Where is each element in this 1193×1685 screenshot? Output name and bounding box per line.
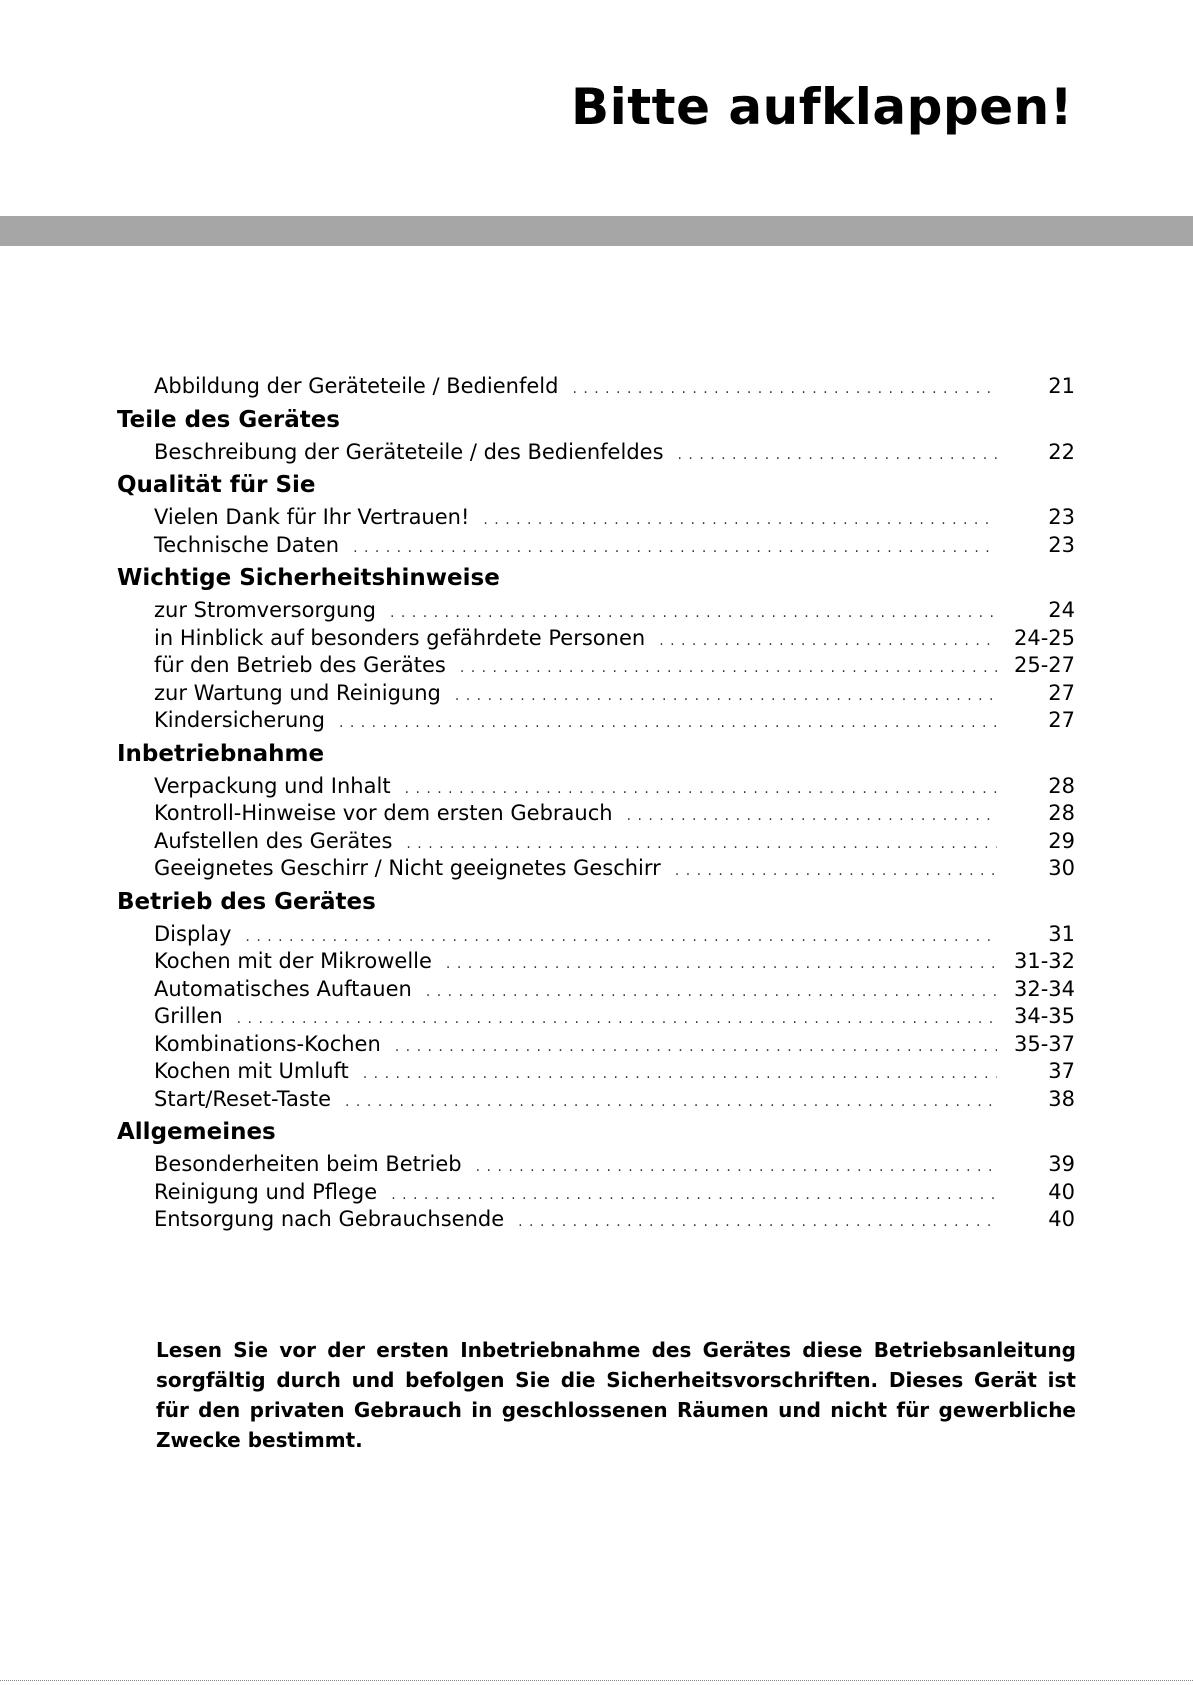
page-title: Bitte aufklappen!	[571, 78, 1073, 136]
toc-entry-page: 39	[1048, 1152, 1075, 1176]
toc-entry-label: Display	[154, 921, 232, 946]
header-band	[0, 216, 1193, 246]
toc-dot-leader	[237, 1006, 997, 1034]
toc-entry	[154, 921, 1075, 949]
usage-notice: Lesen Sie vor der ersten Inbetriebnahme des Gerätes diese Betriebsanleitung sorgfältig durch und befolgen Sie die Sicherheitsvorschriften. Dieses Gerät ist für den privaten Gebrauch in geschlossenen Räumen und nicht für gewerbliche Zwecke bestimmt.	[156, 1338, 1076, 1452]
toc-entry-page: 25-27	[1013, 653, 1075, 677]
toc-entry-page: 23	[1048, 505, 1075, 529]
toc-entry-label: Verpackung und Inhalt	[154, 773, 391, 798]
toc-entry-page: 37	[1048, 1059, 1075, 1083]
toc-entry-page: 40	[1048, 1179, 1075, 1204]
toc-dot-leader	[675, 858, 997, 886]
toc-entry-page: 40	[1048, 1207, 1075, 1231]
toc-section-heading: Allgemeines	[117, 1119, 276, 1145]
toc-entry-page: 23	[1048, 532, 1075, 557]
toc-entry	[154, 707, 1075, 735]
toc-entry-label: Technische Daten	[154, 532, 340, 557]
toc-dot-leader	[363, 1061, 997, 1089]
toc-dot-leader	[245, 924, 997, 952]
toc-entry-label: Kontroll-Hinweise vor dem ersten Gebrauch	[154, 801, 613, 825]
toc-entry-label: Besonderheiten beim Betrieb	[154, 1152, 462, 1176]
toc-entry-page: 22	[1048, 439, 1075, 464]
toc-entry	[154, 625, 1075, 653]
toc-entry-page: 30	[1048, 856, 1075, 880]
toc-entry-page: 35-37	[1013, 1031, 1075, 1056]
toc-entry-label: Kochen mit Umluft	[154, 1059, 349, 1083]
toc-entry-page: 24-25	[1013, 625, 1075, 650]
toc-dot-leader	[345, 1089, 997, 1117]
toc-entry	[154, 1206, 1075, 1234]
toc-section-heading: Betrieb des Gerätes	[117, 888, 376, 915]
toc-entry	[154, 1151, 1075, 1179]
toc-entry-page: 21	[1048, 374, 1075, 398]
toc-entry-page: 31-32	[1013, 949, 1075, 973]
toc-dot-leader	[483, 507, 997, 535]
toc-entry-page: 27	[1048, 680, 1075, 705]
toc-entry	[154, 800, 1075, 828]
toc-dot-leader	[353, 535, 997, 563]
toc-dot-leader	[426, 979, 997, 1007]
toc-entry-label: Kochen mit der Mikrowelle	[154, 949, 432, 973]
toc-dot-leader	[391, 1182, 997, 1210]
toc-entry-label: Aufstellen des Gerätes	[154, 828, 393, 853]
toc-dot-leader	[405, 776, 997, 804]
toc-dot-leader	[627, 803, 997, 831]
toc-entry-page: 27	[1048, 708, 1075, 732]
bottom-dotted-rule	[0, 1680, 1193, 1681]
toc-dot-leader	[678, 442, 997, 470]
toc-entry-page: 28	[1048, 773, 1075, 798]
toc-entry-label: Grillen	[154, 1004, 223, 1028]
toc-entry-page: 24	[1048, 598, 1075, 622]
toc-dot-leader	[395, 1034, 997, 1062]
toc-entry-label: Kombinations-Kochen	[154, 1031, 381, 1056]
toc-dot-leader	[518, 1209, 997, 1237]
table-of-contents	[117, 373, 1075, 1234]
toc-entry-label: Vielen Dank für Ihr Vertrauen!	[154, 505, 470, 529]
toc-dot-leader	[406, 831, 997, 859]
toc-entry-label: Entsorgung nach Gebrauchsende	[154, 1207, 505, 1231]
toc-entry-page: 28	[1048, 801, 1075, 825]
toc-entry-label: Automatisches Auftauen	[154, 976, 412, 1001]
toc-entry	[154, 1086, 1075, 1114]
toc-entry-page: 32-34	[1013, 976, 1075, 1001]
toc-entry-page: 34-35	[1013, 1004, 1075, 1028]
toc-section-heading: Wichtige Sicherheitshinweise	[117, 565, 500, 591]
toc-entry-label: in Hinblick auf besonders gefährdete Personen	[154, 625, 646, 650]
toc-entry-label: zur Wartung und Reinigung	[154, 680, 441, 705]
toc-entry	[154, 976, 1075, 1004]
toc-dot-leader	[659, 628, 997, 656]
toc-section-heading: Qualität für Sie	[117, 472, 316, 498]
toc-entry	[154, 652, 1075, 680]
toc-dot-leader	[455, 683, 997, 711]
toc-entry-label: Reinigung und Pflege	[154, 1179, 378, 1204]
toc-entry	[154, 1058, 1075, 1086]
toc-entry-page: 38	[1048, 1086, 1075, 1111]
toc-entry-label: Start/Reset-Taste	[154, 1086, 332, 1111]
toc-entry	[154, 773, 1075, 801]
toc-section-heading: Teile des Gerätes	[117, 406, 340, 433]
toc-entry	[154, 532, 1075, 560]
toc-entry-label: zur Stromversorgung	[154, 598, 376, 622]
toc-entry	[154, 597, 1075, 625]
toc-entry	[154, 680, 1075, 708]
toc-entry	[154, 1003, 1075, 1031]
toc-entry	[154, 504, 1075, 532]
toc-entry-page: 31	[1048, 921, 1075, 946]
toc-entry-label: Beschreibung der Geräteteile / des Bedienfeldes	[154, 439, 664, 464]
toc-dot-leader	[446, 951, 997, 979]
toc-entry	[154, 1179, 1075, 1207]
toc-entry	[154, 828, 1075, 856]
toc-entry-page: 29	[1048, 828, 1075, 853]
toc-entry-label: Geeignetes Geschirr / Nicht geeignetes Geschirr	[154, 856, 661, 880]
toc-entry-label: für den Betrieb des Gerätes	[154, 653, 446, 677]
toc-dot-leader	[476, 1154, 997, 1182]
toc-entry	[154, 948, 1075, 976]
toc-dot-leader	[339, 710, 997, 738]
toc-entry	[154, 373, 1075, 401]
toc-entry	[154, 1031, 1075, 1059]
toc-entry	[154, 855, 1075, 883]
toc-entry-label: Kindersicherung	[154, 708, 325, 732]
toc-dot-leader	[460, 655, 997, 683]
toc-dot-leader	[390, 600, 997, 628]
toc-entry-label: Abbildung der Geräteteile / Bedienfeld	[154, 374, 559, 398]
toc-section-heading: Inbetriebnahme	[117, 740, 325, 767]
toc-dot-leader	[572, 376, 997, 404]
toc-entry	[154, 439, 1075, 467]
